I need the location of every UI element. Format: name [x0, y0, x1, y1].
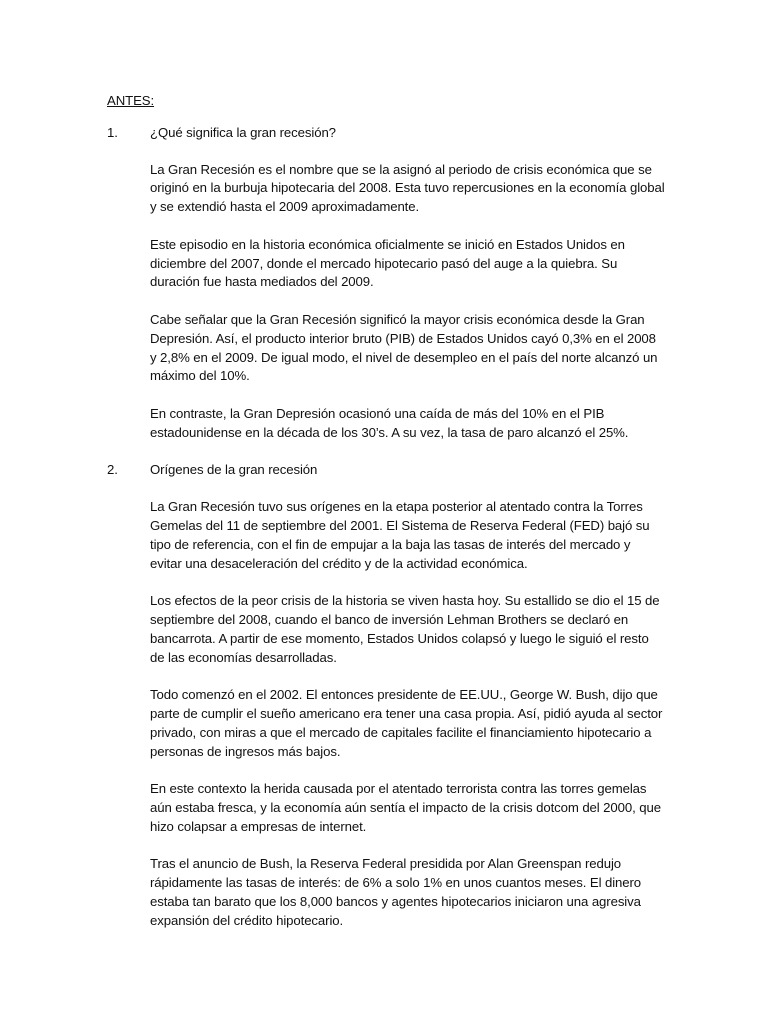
section-2-paragraph: Tras el anuncio de Bush, la Reserva Federal presidida por Alan Greenspan redujo rápidamente las tasas de interés: de 6% a solo 1% en unos cuantos meses. El dinero estaba tan barato que los 8,000 bancos y agentes hipotecarios iniciaron una agresiva expansión del crédito hipotecario.	[150, 856, 642, 928]
section-2	[107, 461, 667, 930]
section-2-paragraph: Los efectos de la peor crisis de la historia se viven hasta hoy. Su estallido se dio el 15 de septiembre del 2008, cuando el banco de inversión Lehman Brothers se declaró en bancarrota. A partir de ese momento, Estados Unidos colapsó y luego le siguió el resto de las economías desarrolladas.	[150, 593, 660, 665]
section-2-paragraph: La Gran Recesión tuvo sus orígenes en la etapa posterior al atentado contra la Torres Gemelas del 11 de septiembre del 2001. El Sistema de Reserva Federal (FED) bajó su tipo de referencia, con el fin de empujar a la baja las tasas de interés del mercado y evitar una desaceleración del crédito y de la actividad económica.	[150, 499, 650, 571]
section-2-number: 2.	[107, 462, 118, 478]
section-1-title-row	[107, 124, 667, 143]
section-2-title-row	[107, 461, 667, 480]
section-2-title: Orígenes de la gran recesión	[150, 462, 318, 478]
section-1-number: 1.	[107, 124, 118, 140]
section-2-paragraph: En este contexto la herida causada por el atentado terrorista contra las torres gemelas aún estaba fresca, y la economía aún sentía el impacto de la crisis dotcom del 2000, que hizo colapsar a empresas de internet.	[150, 781, 661, 834]
section-1-paragraph: En contraste, la Gran Depresión ocasionó una caída de más del 10% en el PIB estadounidense en la década de los 30’s. A su vez, la tasa de paro alcanzó el 25%.	[150, 405, 629, 440]
section-1-paragraph: La Gran Recesión es el nombre que se la asignó al periodo de crisis económica que se originó en la burbuja hipotecaria del 2008. Esta tuvo repercusiones en la economía global y se extendió hasta el 2009 aproximadamente.	[150, 161, 665, 215]
document-heading: ANTES:	[107, 93, 155, 108]
section-1	[107, 124, 667, 443]
section-2-paragraph: Todo comenzó en el 2002. El entonces presidente de EE.UU., George W. Bush, dijo que parte de cumplir el sueño americano era tener una casa propia. Así, pidió ayuda al sector privado, con miras a que el mercado de capitales facilite el financiamiento hipotecario a personas de ingresos más bajos.	[150, 687, 663, 759]
document-body	[107, 92, 667, 949]
section-1-paragraph: Cabe señalar que la Gran Recesión significó la mayor crisis económica desde la Gran Depresión. Así, el producto interior bruto (PIB) de Estados Unidos cayó 0,3% en el 2008 y 2,8% en el 2009. De igual modo, el nivel de desempleo en el país del norte alcanzó un máximo del 10%.	[150, 311, 658, 384]
section-1-paragraph: Este episodio en la historia económica oficialmente se inició en Estados Unidos en diciembre del 2007, donde el mercado hipotecario pasó del auge a la quiebra. Su duración fue hasta mediados del 2009.	[150, 236, 625, 290]
section-1-title: ¿Qué significa la gran recesión?	[150, 124, 336, 140]
